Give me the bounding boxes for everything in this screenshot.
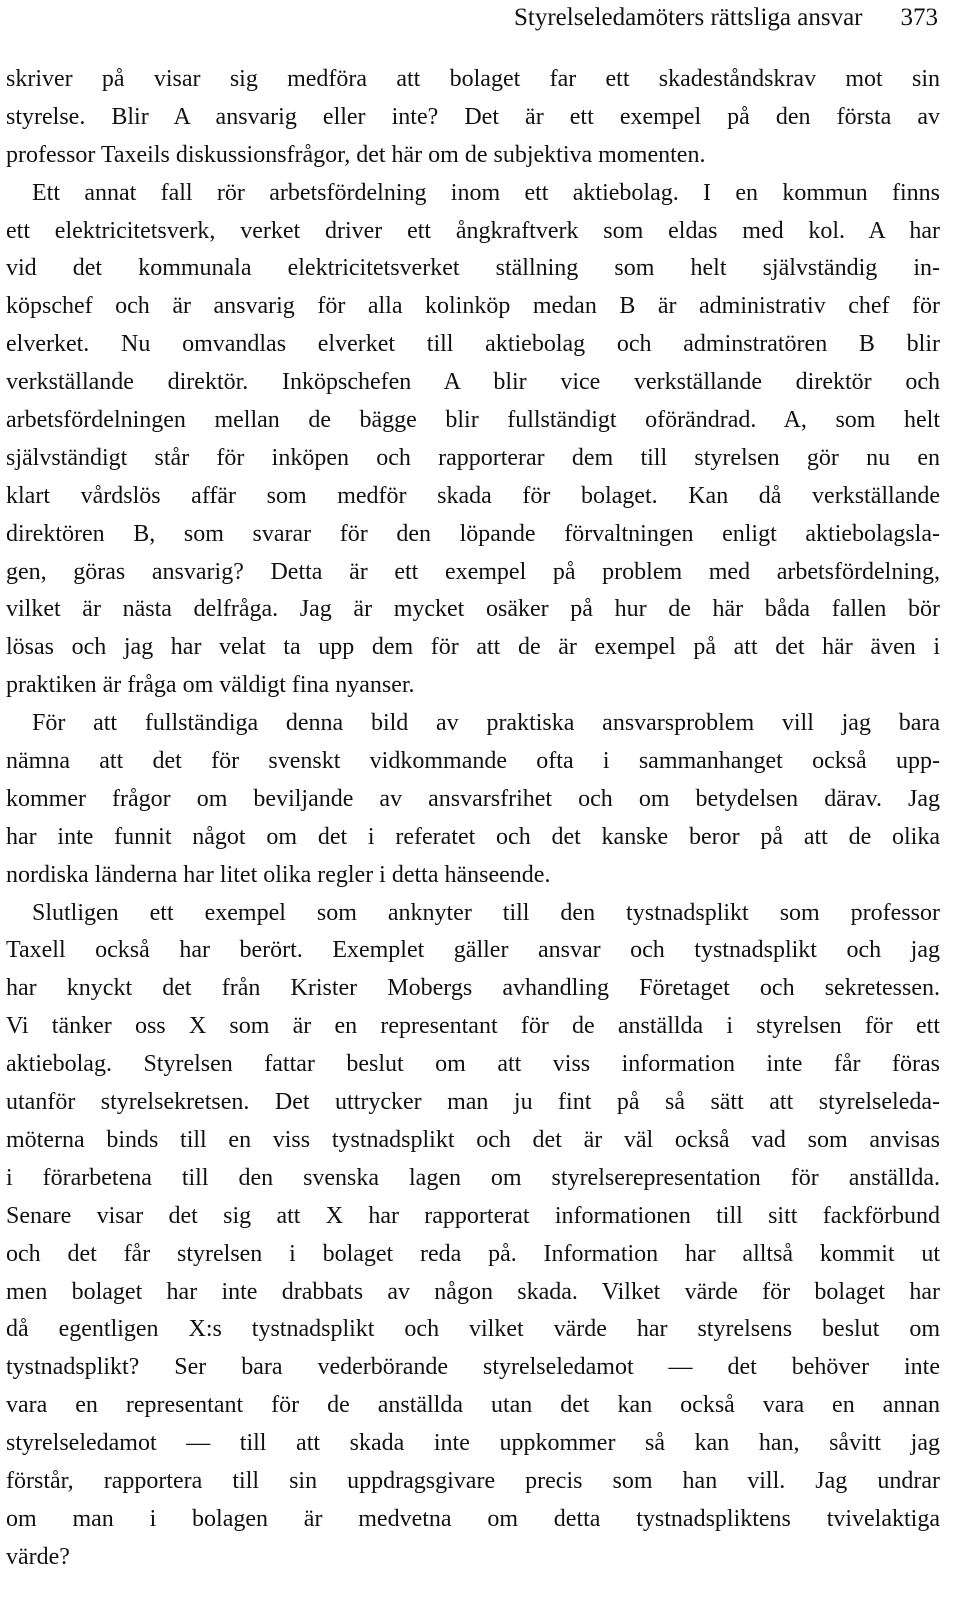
text-line: vid det kommunala elektricitetsverket ställning som helt självständig in- [6, 255, 940, 282]
text-line: verkställande direktör. Inköpschefen A blir vice verkställande direktör och [6, 369, 940, 396]
text-line: köpschef och är ansvarig för alla kolinköp medan B är administrativ chef för [6, 293, 940, 320]
text-line: självständigt står för inköpen och rapporterar dem till styrelsen gör nu en [6, 444, 940, 471]
text-line: För att fullständiga denna bild av praktiska ansvarsproblem vill jag bara [32, 710, 940, 737]
text-line: Ett annat fall rör arbetsfördelning inom ett aktiebolag. I en kommun finns [32, 179, 940, 206]
page-number: 373 [900, 4, 938, 31]
running-header [514, 0, 938, 36]
text-line: skriver på visar sig medföra att bolaget far ett skadeståndskrav mot sin [6, 66, 940, 92]
running-header-title: Styrelseledamöters rättsliga ansvar [514, 4, 863, 31]
text-line: men bolaget har inte drabbats av någon skada. Vilket värde för bolaget har [6, 1278, 940, 1305]
text-line: har inte funnit något om det i referatet och det kanske beror på att de olika [6, 823, 940, 850]
text-line: i förarbetena till den svenska lagen om styrelserepresentation för anställda. [6, 1164, 940, 1191]
text-line: Senare visar det sig att X har rapporterat informationen till sitt fackförbund [6, 1202, 940, 1229]
text-line: klart vårdslös affär som medför skada för bolaget. Kan då verkställande [6, 482, 940, 509]
text-line: nordiska länderna har litet olika regler i detta hänseende. [6, 861, 551, 888]
text-line: arbetsfördelningen mellan de bägge blir fullständigt oförändrad. A, som helt [6, 407, 940, 434]
text-line: ett elektricitetsverk, verket driver ett ångkraftverk som eldas med kol. A har [6, 217, 940, 244]
text-line: då egentligen X:s tystnadsplikt och vilket värde har styrelsens beslut om [6, 1316, 940, 1343]
text-line: gen, göras ansvarig? Detta är ett exempel på problem med arbetsfördelning, [6, 558, 940, 585]
text-line: har knyckt det från Krister Mobergs avhandling Företaget och sekretessen. [6, 975, 940, 1002]
text-line: lösas och jag har velat ta upp dem för att de är exempel på att det här även i [6, 634, 940, 661]
text-line: professor Taxeils diskussionsfrågor, det här om de subjektiva momenten. [6, 141, 706, 168]
text-line: Slutligen ett exempel som anknyter till den tystnadsplikt som professor [32, 899, 940, 926]
text-line: styrelse. Blir A ansvarig eller inte? Det är ett exempel på den första av [6, 103, 940, 130]
text-line: elverket. Nu omvandlas elverket till aktiebolag och adminstratören B blir [6, 331, 940, 358]
text-line: nämna att det för svenskt vidkommande ofta i sammanhanget också upp- [6, 748, 940, 775]
text-line: och det får styrelsen i bolaget reda på. Information har alltså kommit ut [6, 1240, 940, 1267]
text-line: förstår, rapportera till sin uppdragsgivare precis som han vill. Jag undrar [6, 1467, 940, 1494]
text-line: praktiken är fråga om väldigt fina nyanser. [6, 672, 415, 699]
text-line: Taxell också har berört. Exemplet gäller ansvar och tystnadsplikt och jag [6, 937, 940, 964]
text-line: om man i bolagen är medvetna om detta tystnadspliktens tvivelaktiga [6, 1505, 940, 1532]
text-line: Vi tänker oss X som är en representant för de anställda i styrelsen för ett [6, 1013, 940, 1040]
text-line: utanför styrelsekretsen. Det uttrycker man ju fint på så sätt att styrelseleda- [6, 1089, 940, 1116]
text-line: vilket är nästa delfråga. Jag är mycket osäker på hur de här båda fallen bör [6, 596, 940, 623]
text-line: kommer frågor om beviljande av ansvarsfrihet och om betydelsen därav. Jag [6, 785, 940, 812]
text-line: aktiebolag. Styrelsen fattar beslut om att viss information inte får föras [6, 1051, 940, 1078]
text-line: vara en representant för de anställda utan det kan också vara en annan [6, 1392, 940, 1419]
text-line: möterna binds till en viss tystnadsplikt och det är väl också vad som anvisas [6, 1126, 940, 1153]
text-line: tystnadsplikt? Ser bara vederbörande styrelseledamot — det behöver inte [6, 1354, 940, 1381]
text-line: värde? [6, 1543, 70, 1570]
body-text [6, 61, 940, 1577]
text-line: styrelseledamot — till att skada inte uppkommer så kan han, såvitt jag [6, 1430, 940, 1457]
text-line: direktören B, som svarar för den löpande förvaltningen enligt aktiebolagsla- [6, 520, 940, 547]
